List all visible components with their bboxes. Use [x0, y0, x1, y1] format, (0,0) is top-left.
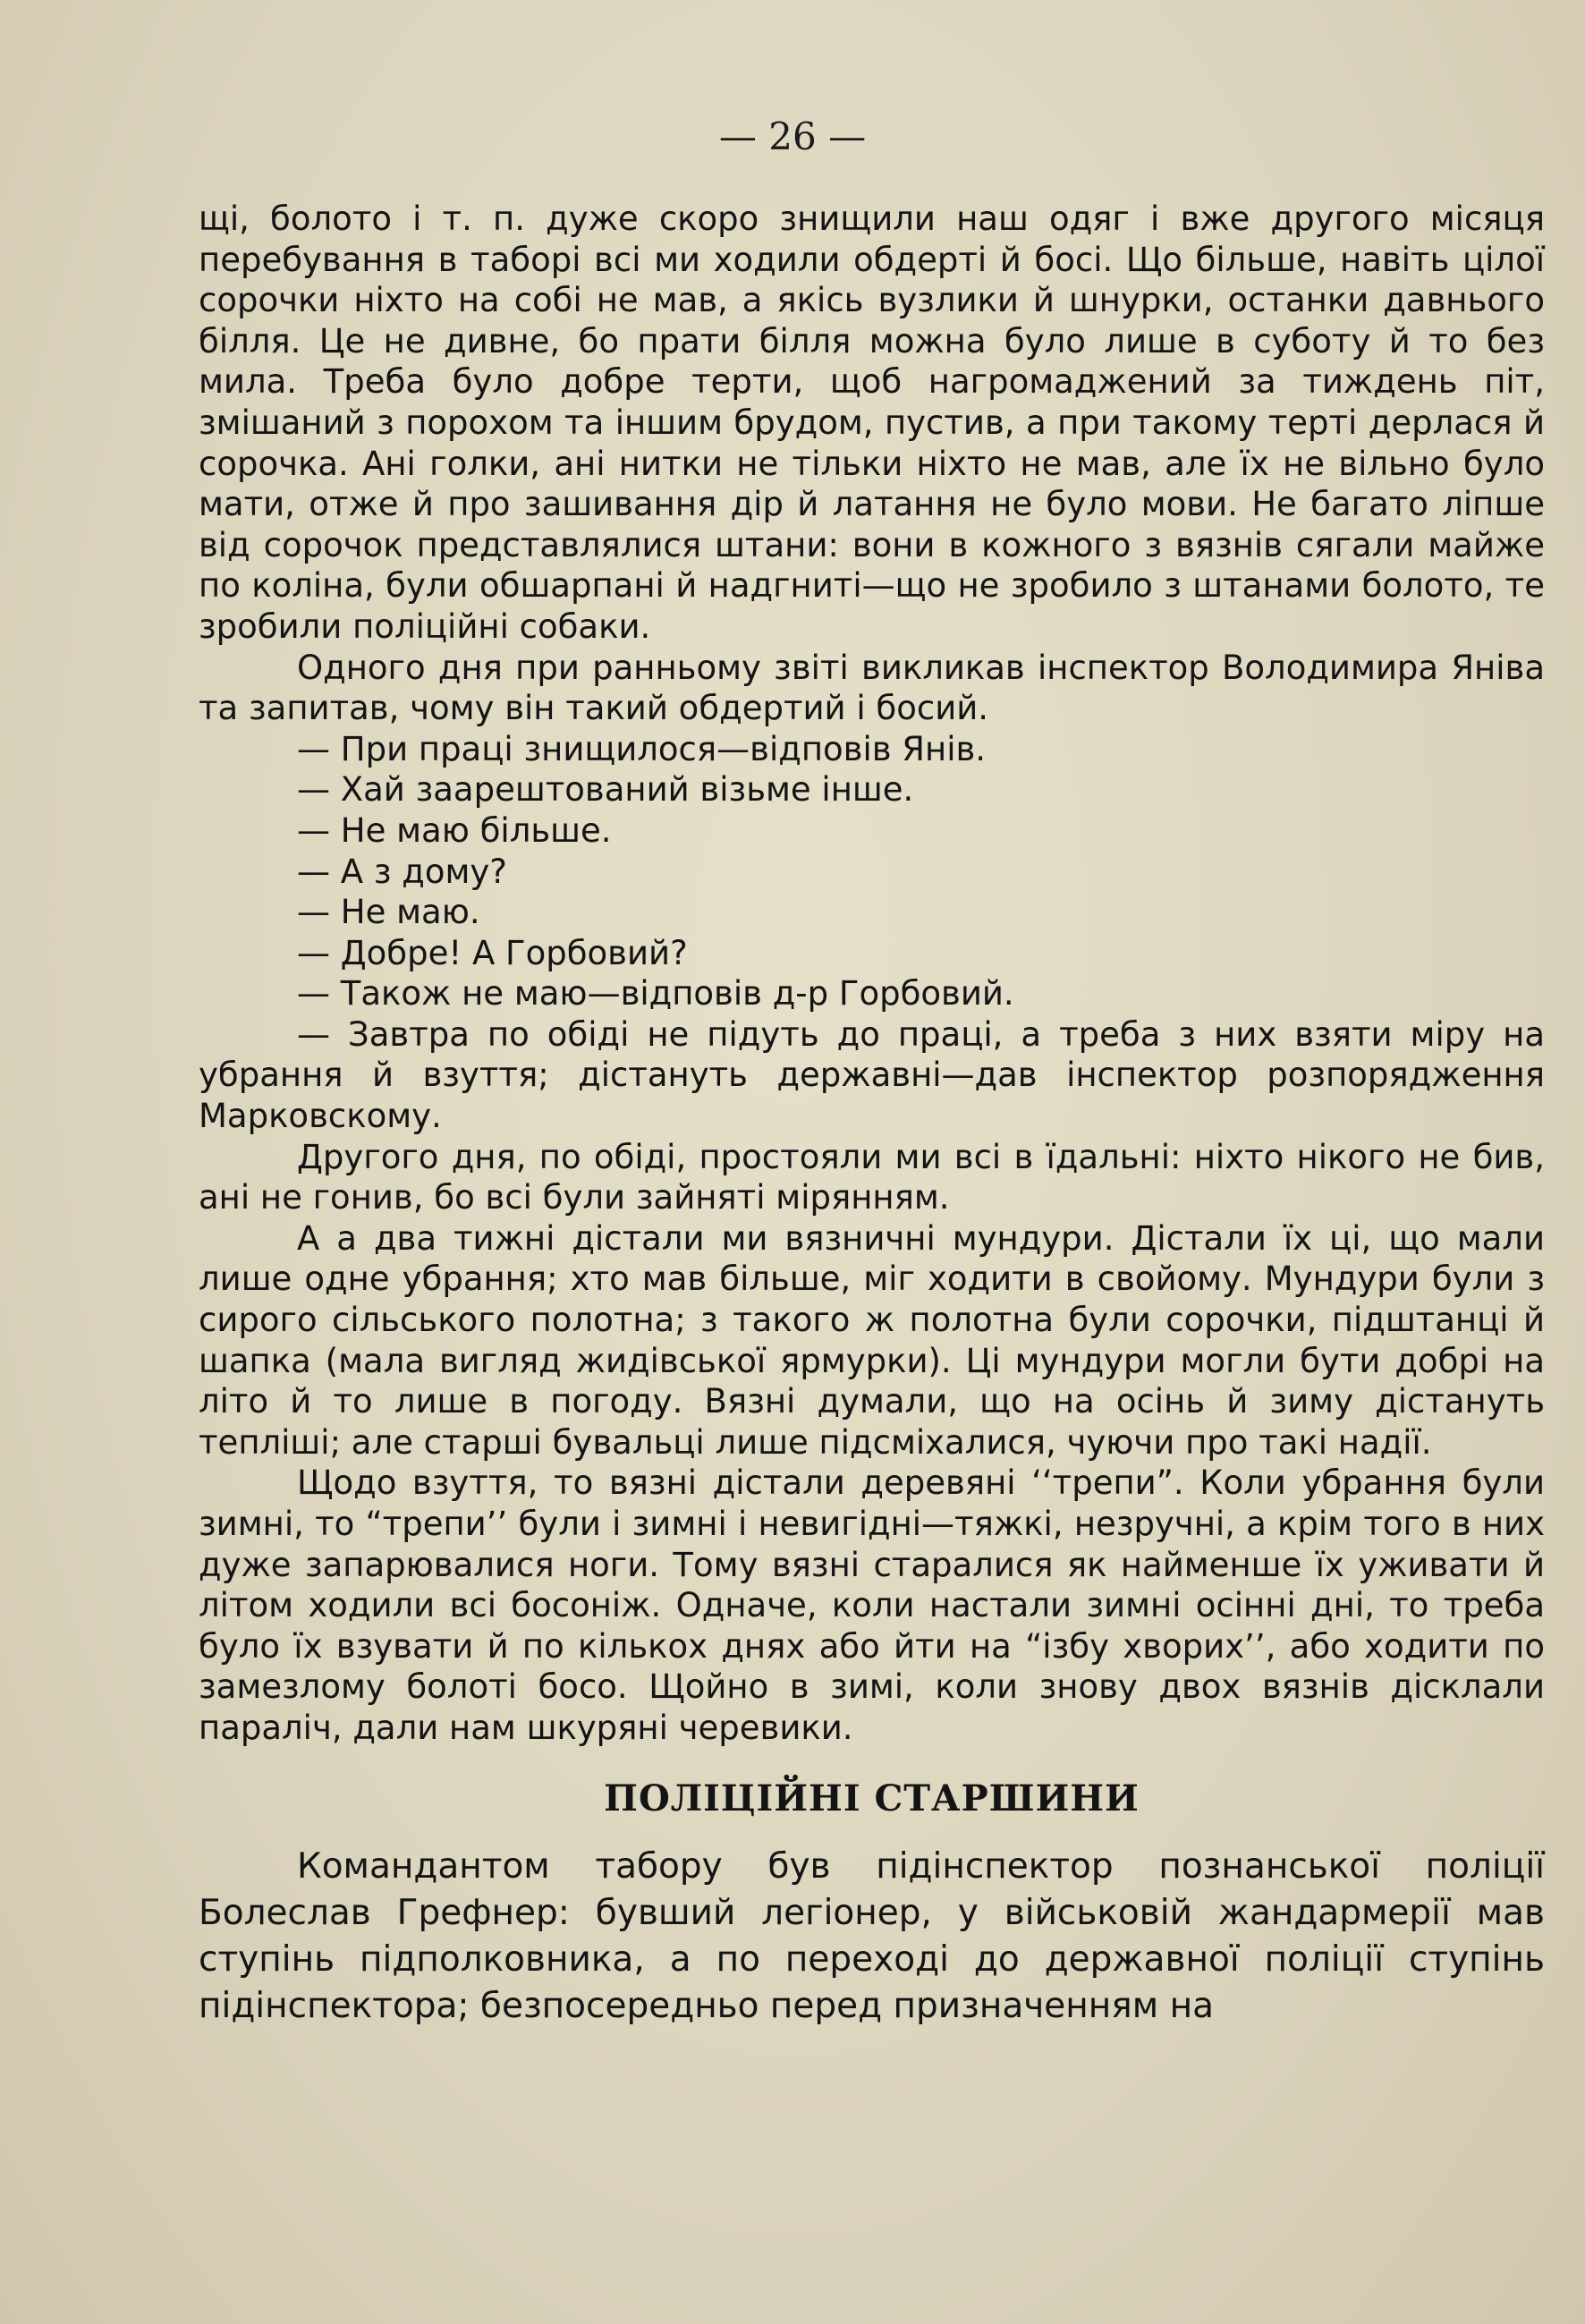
paragraph: щі, болото і т. п. дуже скоро знищили наш одяг і вже другого місяця перебування в таборі всі ми ходили обдерті й босі. Що більше, навіть цілої сорочки ніхто на собі не мав, а якісь вузлики й шнурки, останки давнього білля. Це не дивне, бо прати білля можна було лише в суботу й то без мила. Треба було добре терти, щоб нагромаджений за тиждень піт, змішаний з порохом та іншим брудом, пустив, а при такому терті дерлася й сорочка. Ані голки, ані нитки не тільки ніхто не мав, але їх не вільно було мати, отже й про зашивання дір й латання не було мови. Не багато ліпше від сорочок представлялися штани: вони в кожного з вязнів сягали майже по коліна, були обшарпані й надгниті—що не зробило з штанами болото, те зробили поліційні собаки. [199, 199, 1545, 646]
dialog-line: — Також не маю—відповів д-р Горбовий. [297, 974, 1014, 1014]
section-heading: ПОЛІЦІЙНІ СТАРШИНИ [604, 1777, 1140, 1819]
dialog-line: — Добре! А Горбовий? [297, 933, 688, 972]
paragraph: Одного дня при ранньому звіті викликав інспектор Володимира Яніва та запитав, чому він такий обдертий і босий. [199, 648, 1545, 728]
dialog-line: — Завтра по обіді не підуть до праці, а треба з них взяти міру на убрання й взуття; дістануть державні—дав інспектор розпорядження Марковскому. [199, 1014, 1545, 1136]
paragraph: Другого дня, по обіді, простояли ми всі в їдальні: ніхто нікого не бив, ані не гонив, бо всі були зайняті мірянням. [199, 1137, 1545, 1217]
body-text [199, 199, 1545, 2030]
section-body [199, 1844, 1545, 2030]
dialog-line: — Не маю. [297, 893, 480, 932]
paragraph: Командантом табору був підінспектор познанської поліції Болеслав Грефнер: бувший легіонер, у військовій жандармерії мав ступінь підполковника, а по переході до державної поліції ступінь підінспектора; безпосередньо перед призначенням на [199, 1845, 1545, 2026]
paragraph: А а два тижні дістали ми вязничні мундури. Дістали їх ці, що мали лише одне убрання; хто мав більше, міг ходити в свойому. Мундури були з сирого сільського полотна; з такого ж полотна були сорочки, підштанці й шапка (мала вигляд жидівської ярмурки). Ці мундури могли бути добрі на літо й то лише в погоду. Вязні думали, що на осінь й зиму дістануть тепліші; але старші бувальці лише підсміхалися, чуючи про такі надії. [199, 1218, 1545, 1462]
paragraph: Щодо взуття, то вязні дістали деревяні ‘‘трепи”. Коли убрання були зимні, то “трепи’’ були і зимні і невигідні—тяжкі, незручні, а крім того в них дуже запарювалися ноги. Тому вязні старалися як найменше їх уживати й літом ходили всі боcоніж. Одначе, коли настали зимні осінні дні, то треба було їх взувати й по кількох днях або йти на “ізбу хворих’’, або ходити по замезлому болоті босо. Щойно в зимі, коли знову двох вязнів дісклали параліч, дали нам шкуряні черевики. [199, 1463, 1545, 1747]
dialog-line: — Хай заарештований візьме інше. [297, 770, 914, 810]
dialog-line: — При праці знищилося—відповів Янів. [297, 729, 987, 768]
dialog-line: — Не маю більше. [297, 810, 612, 850]
page-number: — 26 — [718, 115, 867, 158]
dialog-line: — А з дому? [297, 852, 507, 891]
